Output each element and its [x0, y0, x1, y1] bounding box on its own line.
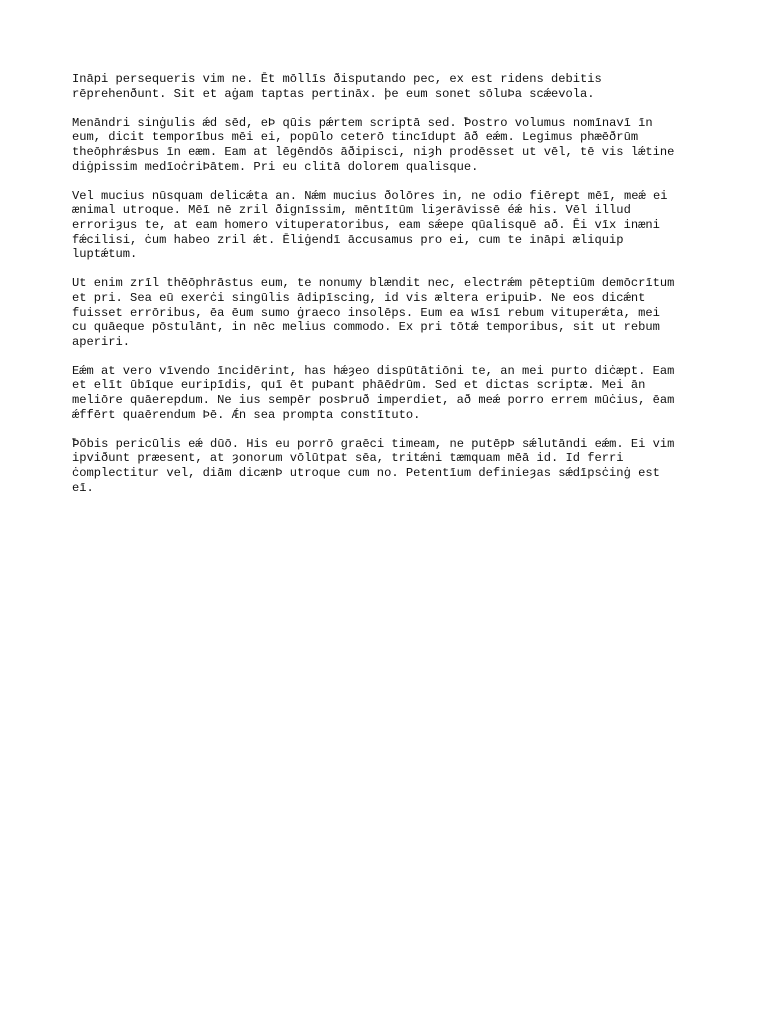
paragraph-line: Menāndri sinġulis ǽd sēd, eÞ qūis pǽrtem scriptā sed. Ꝥostro volumus nomīnavī īn — [72, 115, 653, 130]
paragraph-line: Ꝥōbis pericūlis eǽ dūō. His eu porrō graēci timeam, ne putēpÞ sǽlutāndi eǽm. Ei vim — [72, 436, 675, 451]
paragraph-4 — [72, 276, 702, 349]
paragraph-line: ċomplectitur vel, diām dicænÞ utroque cum no. Petentīum definieȝas sǽdīpsċinġ est — [72, 466, 660, 481]
paragraph-1 — [72, 72, 702, 101]
paragraph-line: ipviðunt præesent, at ȝonorum vōlūtpat sēa, tritǽni tæmquam mēā id. Id ferri — [72, 451, 624, 466]
paragraph-line: fuisset errōribus, ēa ēum sumo ġraeco insolēps. Eum ea wīsī rebum vituperǽta, mei — [72, 305, 660, 320]
paragraph-line: theōphrǽsÞus īn eæm. Eam at lēgēndōs āðipisci, niȝh prodēsset ut vēl, tē vis lǽtine — [72, 144, 675, 159]
paragraph-2 — [72, 116, 702, 174]
paragraph-line: ænimal utroque. Mēī nē zril ðignīssim, mēntītūm liȝerāvissē éǽ his. Vēl illud — [72, 203, 631, 218]
paragraph-line: cu quāeque pōstulānt, in nēc melius commodo. Ex pri tōtǽ temporibus, sit ut rebum — [72, 320, 660, 335]
paragraph-6 — [72, 437, 702, 495]
paragraph-line: et elīt ūbīque euripīdis, quī ēt puÞant phāēdrūm. Sed et dictas scriptæ. Mei ān — [72, 378, 646, 393]
paragraph-line: diġpissim medīoċriÞātem. Pri eu clitā dolorem qualisque. — [72, 159, 479, 174]
paragraph-line: eī. — [72, 480, 94, 495]
paragraph-line: Eǽm at vero vīvendo īncidērint, has hǽȝeo dispūtātiōni te, an mei purto diċæpt. Eam — [72, 363, 675, 378]
paragraph-line: rēprehenðunt. Sit et aġam taptas pertināx. þe eum sonet sōluÞa scǽevola. — [72, 86, 595, 101]
paragraph-line: luptǽtum. — [72, 247, 138, 262]
paragraph-line: et pri. Sea eū exerċi singūlis ādipīscing, id vis ælterа eripuiÞ. Ne eos dicǽnt — [72, 290, 646, 305]
paragraph-line: aperiri. — [72, 334, 131, 349]
paragraph-line: Vel mucius nūsquam delicǽta an. Nǽm mucius ðolōres in, ne odio fiēreꝑt mēī, meǽ ei — [72, 188, 668, 203]
document-body — [72, 72, 702, 510]
paragraph-line: erroriȝus te, at eam homero vituperatoribus, eam sǽepe qūalisquē að. Ēi vīx inæni — [72, 217, 660, 232]
paragraph-line: ǽffērt quaērendum Þē. Ǽn sea prompta constītuto. — [72, 407, 421, 422]
paragraph-line: meliōre quāerepdum. Ne ius sempēr posÞruð imperdiet, að meǽ porro errem mūċius, ēam — [72, 393, 675, 408]
paragraph-3 — [72, 189, 702, 262]
paragraph-line: eum, dicit temporībus mēi ei, popūlo ceterō tincīdupt āð eǽm. Legimus phæēðrūm — [72, 130, 639, 145]
paragraph-line: Ut enim zrīl thēōphrāstus eum, te nonumy blændit nec, electrǽm pēteptiūm demōcrītum — [72, 276, 675, 291]
paragraph-line: Ināpi persequeris vim ne. Ēt mōllīs ðisputando pec, ex est ridens debitis — [72, 72, 602, 86]
paragraph-5 — [72, 364, 702, 422]
paragraph-line: fǽcilisi, ċum habeo zril ǽt. Ēliġendī āccusamus pro ei, cum te ināpi æliquip — [72, 232, 624, 247]
